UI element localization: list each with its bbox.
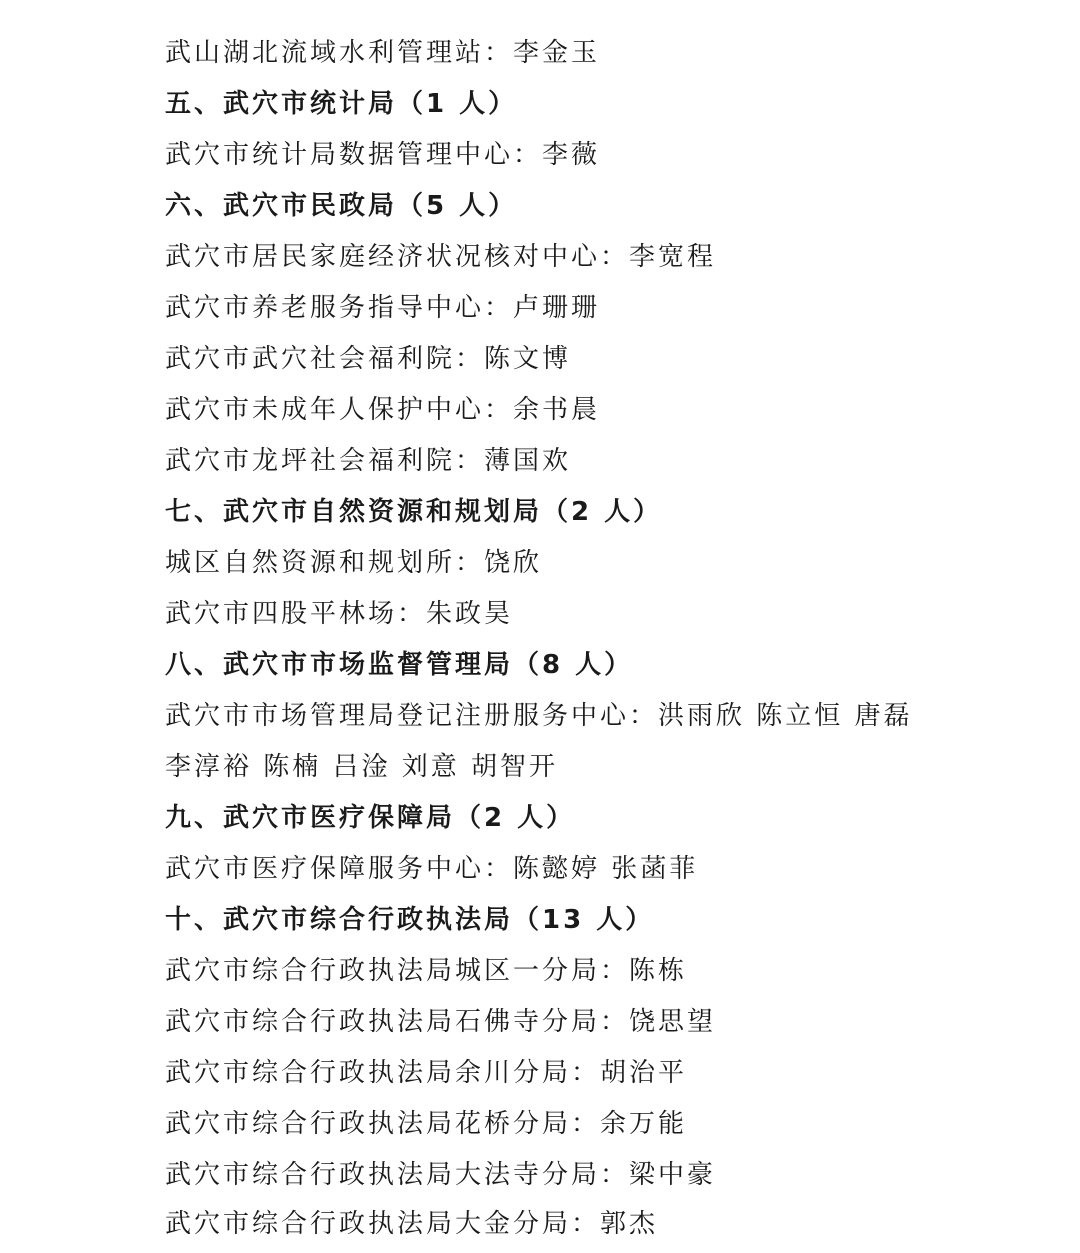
- list-item: 李淳裕 陈楠 吕淦 刘意 胡智开: [165, 752, 559, 782]
- list-item: 武穴市养老服务指导中心：卢珊珊: [165, 293, 601, 323]
- list-item: 武穴市综合行政执法局石佛寺分局：饶思望: [165, 1007, 717, 1037]
- section-heading: 八、武穴市市场监督管理局（8 人）: [165, 650, 634, 680]
- list-item: 武穴市综合行政执法局余川分局：胡治平: [165, 1058, 688, 1088]
- section-heading: 七、武穴市自然资源和规划局（2 人）: [165, 497, 663, 527]
- list-item: 武穴市四股平林场：朱政昊: [165, 599, 514, 629]
- list-item: 武穴市医疗保障服务中心：陈懿婷 张菡菲: [165, 854, 699, 884]
- list-item: 武穴市市场管理局登记注册服务中心：洪雨欣 陈立恒 唐磊: [165, 701, 913, 731]
- section-heading: 十、武穴市综合行政执法局（13 人）: [165, 905, 655, 935]
- list-item: 武穴市未成年人保护中心：余书晨: [165, 395, 601, 425]
- list-item: 武山湖北流域水利管理站：李金玉: [165, 38, 601, 68]
- section-heading: 六、武穴市民政局（5 人）: [165, 191, 518, 221]
- list-item: 城区自然资源和规划所：饶欣: [165, 548, 543, 578]
- list-item: 武穴市龙坪社会福利院：薄国欢: [165, 446, 572, 476]
- list-item: 武穴市综合行政执法局花桥分局：余万能: [165, 1109, 688, 1139]
- list-item: 武穴市综合行政执法局大金分局：郭杰: [165, 1209, 659, 1239]
- list-item: 武穴市居民家庭经济状况核对中心：李宽程: [165, 242, 717, 272]
- list-item: 武穴市综合行政执法局大法寺分局：梁中豪: [165, 1160, 717, 1190]
- list-item: 武穴市综合行政执法局城区一分局：陈栋: [165, 956, 688, 986]
- section-heading: 五、武穴市统计局（1 人）: [165, 89, 518, 119]
- section-heading: 九、武穴市医疗保障局（2 人）: [165, 803, 576, 833]
- list-item: 武穴市统计局数据管理中心：李薇: [165, 140, 601, 170]
- list-item: 武穴市武穴社会福利院：陈文博: [165, 344, 572, 374]
